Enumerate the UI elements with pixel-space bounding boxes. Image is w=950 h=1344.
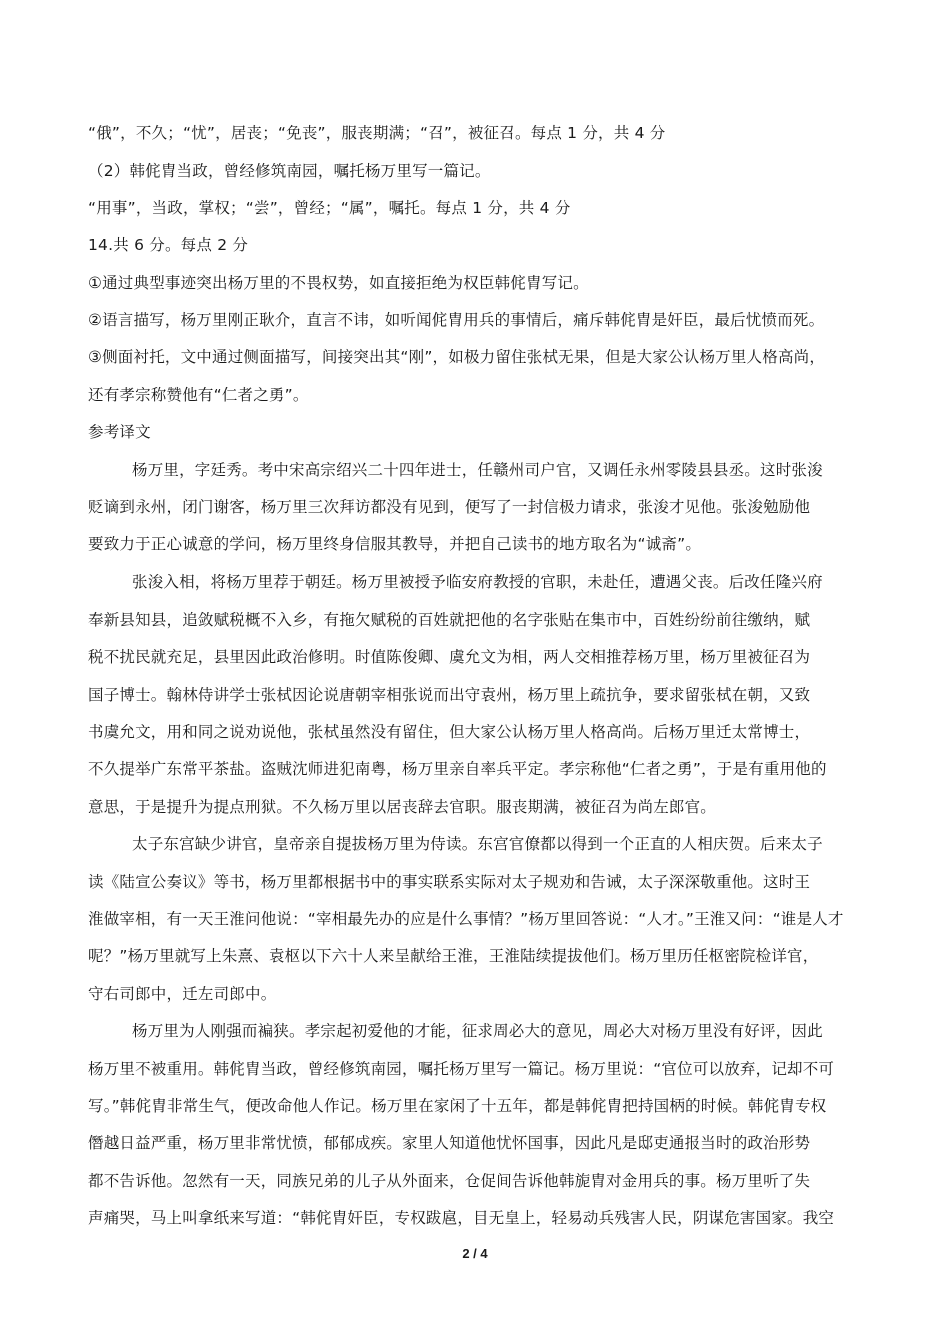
text-line: 杨万里，字廷秀。考中宋高宗绍兴二十四年进士，任赣州司户官，又调任永州零陵县县丞。这时张浚	[132, 461, 823, 479]
text-line: 张浚入相，将杨万里荐于朝廷。杨万里被授予临安府教授的官职，未赴任，遭遇父丧。后改任隆兴府	[132, 573, 823, 591]
text-line: ①通过典型事迹突出杨万里的不畏权势，如直接拒绝为权臣韩侂胄写记。	[88, 274, 589, 292]
text-line: 杨万里不被重用。韩侂胄当政，曾经修筑南园，嘱托杨万里写一篇记。杨万里说：“官位可以放弃，记却不可	[88, 1060, 835, 1078]
text-line: 要致力于正心诚意的学问，杨万里终身信服其教导，并把自己读书的地方取名为“诚斋”。	[88, 535, 702, 553]
text-line: 不久提举广东常平茶盐。盗贼沈师进犯南粤，杨万里亲自率兵平定。孝宗称他“仁者之勇”，于是有重用他的	[88, 760, 827, 778]
text-line: 杨万里为人刚强而褊狭。孝宗起初爱他的才能，征求周必大的意见，周必大对杨万里没有好评，因此	[132, 1022, 823, 1040]
text-line: 14.共 6 分。每点 2 分	[88, 236, 249, 254]
text-line: 呢？”杨万里就写上朱熹、袁枢以下六十人来呈献给王淮，王淮陆续提拔他们。杨万里历任枢密院检详官，	[88, 947, 819, 965]
text-line: “俄”，不久；“忧”，居丧；“免丧”，服丧期满；“召”，被征召。每点 1 分，共 4 分	[88, 124, 666, 142]
text-line: 书虞允文，用和同之说劝说他，张栻虽然没有留住，但大家公认杨万里人格高尚。后杨万里迁太常博士，	[88, 723, 811, 741]
text-line: 意思，于是提升为提点刑狱。不久杨万里以居丧辞去官职。服丧期满，被征召为尚左郎官。	[88, 798, 717, 816]
text-line: 贬谪到永州，闭门谢客，杨万里三次拜访都没有见到，便写了一封信极力请求，张浚才见他。张浚勉励他	[88, 498, 811, 516]
text-line: ③侧面衬托，文中通过侧面描写，间接突出其“刚”，如极力留住张栻无果，但是大家公认杨万里人格高尚，	[88, 348, 826, 366]
text-line: 税不扰民就充足，县里因此政治修明。时值陈俊卿、虞允文为相，两人交相推荐杨万里，杨万里被征召为	[88, 648, 811, 666]
text-line: 国子博士。翰林侍讲学士张栻因论说唐朝宰相张说而出守袁州，杨万里上疏抗争，要求留张栻在朝，又致	[88, 686, 811, 704]
text-line: 太子东宫缺少讲官，皇帝亲自提拔杨万里为侍读。东宫官僚都以得到一个正直的人相庆贺。后来太子	[132, 835, 823, 853]
section-heading: 参考译文	[88, 423, 151, 441]
text-line: 奉新县知县，追敛赋税概不入乡，有拖欠赋税的百姓就把他的名字张贴在集市中，百姓纷纷前往缴纳，赋	[88, 611, 811, 629]
text-line: 都不告诉他。忽然有一天，同族兄弟的儿子从外面来，仓促间告诉他韩旎胄对金用兵的事。杨万里听了失	[88, 1172, 811, 1190]
text-line: 读《陆宣公奏议》等书，杨万里都根据书中的事实联系实际对太子规劝和告诫，太子深深敬重他。这时王	[88, 873, 811, 891]
text-line: “用事”，当政，掌权；“尝”，曾经；“属”，嘱托。每点 1 分，共 4 分	[88, 199, 571, 217]
text-line: 还有孝宗称赞他有“仁者之勇”。	[88, 386, 309, 404]
text-line: 声痛哭，马上叫拿纸来写道：“韩侂胄奸臣，专权跋扈，目无皇上，轻易动兵残害人民，阴谋危害国家。我空	[88, 1209, 835, 1227]
text-line: 写。”韩侂胄非常生气，便改命他人作记。杨万里在家闲了十五年，都是韩侂胄把持国柄的时候。韩侂胄专权	[88, 1097, 827, 1115]
text-line: ②语言描写，杨万里刚正耿介，直言不讳，如听闻侂胄用兵的事情后，痛斥韩侂胄是奸臣，最后忧愤而死。	[88, 311, 825, 329]
text-line: （2）韩侂胄当政，曾经修筑南园，嘱托杨万里写一篇记。	[88, 162, 491, 180]
text-line: 淮做宰相，有一天王淮问他说：“宰相最先办的应是什么事情？”杨万里回答说：“人才。”王淮又问：“谁是人才	[88, 910, 844, 928]
page-number: 2 / 4	[462, 1246, 488, 1261]
text-line: 守右司郎中，迁左司郎中。	[88, 985, 277, 1003]
text-line: 僭越日益严重，杨万里非常忧愤，郁郁成疾。家里人知道他忧怀国事，因此凡是邸吏通报当时的政治形势	[88, 1134, 811, 1152]
